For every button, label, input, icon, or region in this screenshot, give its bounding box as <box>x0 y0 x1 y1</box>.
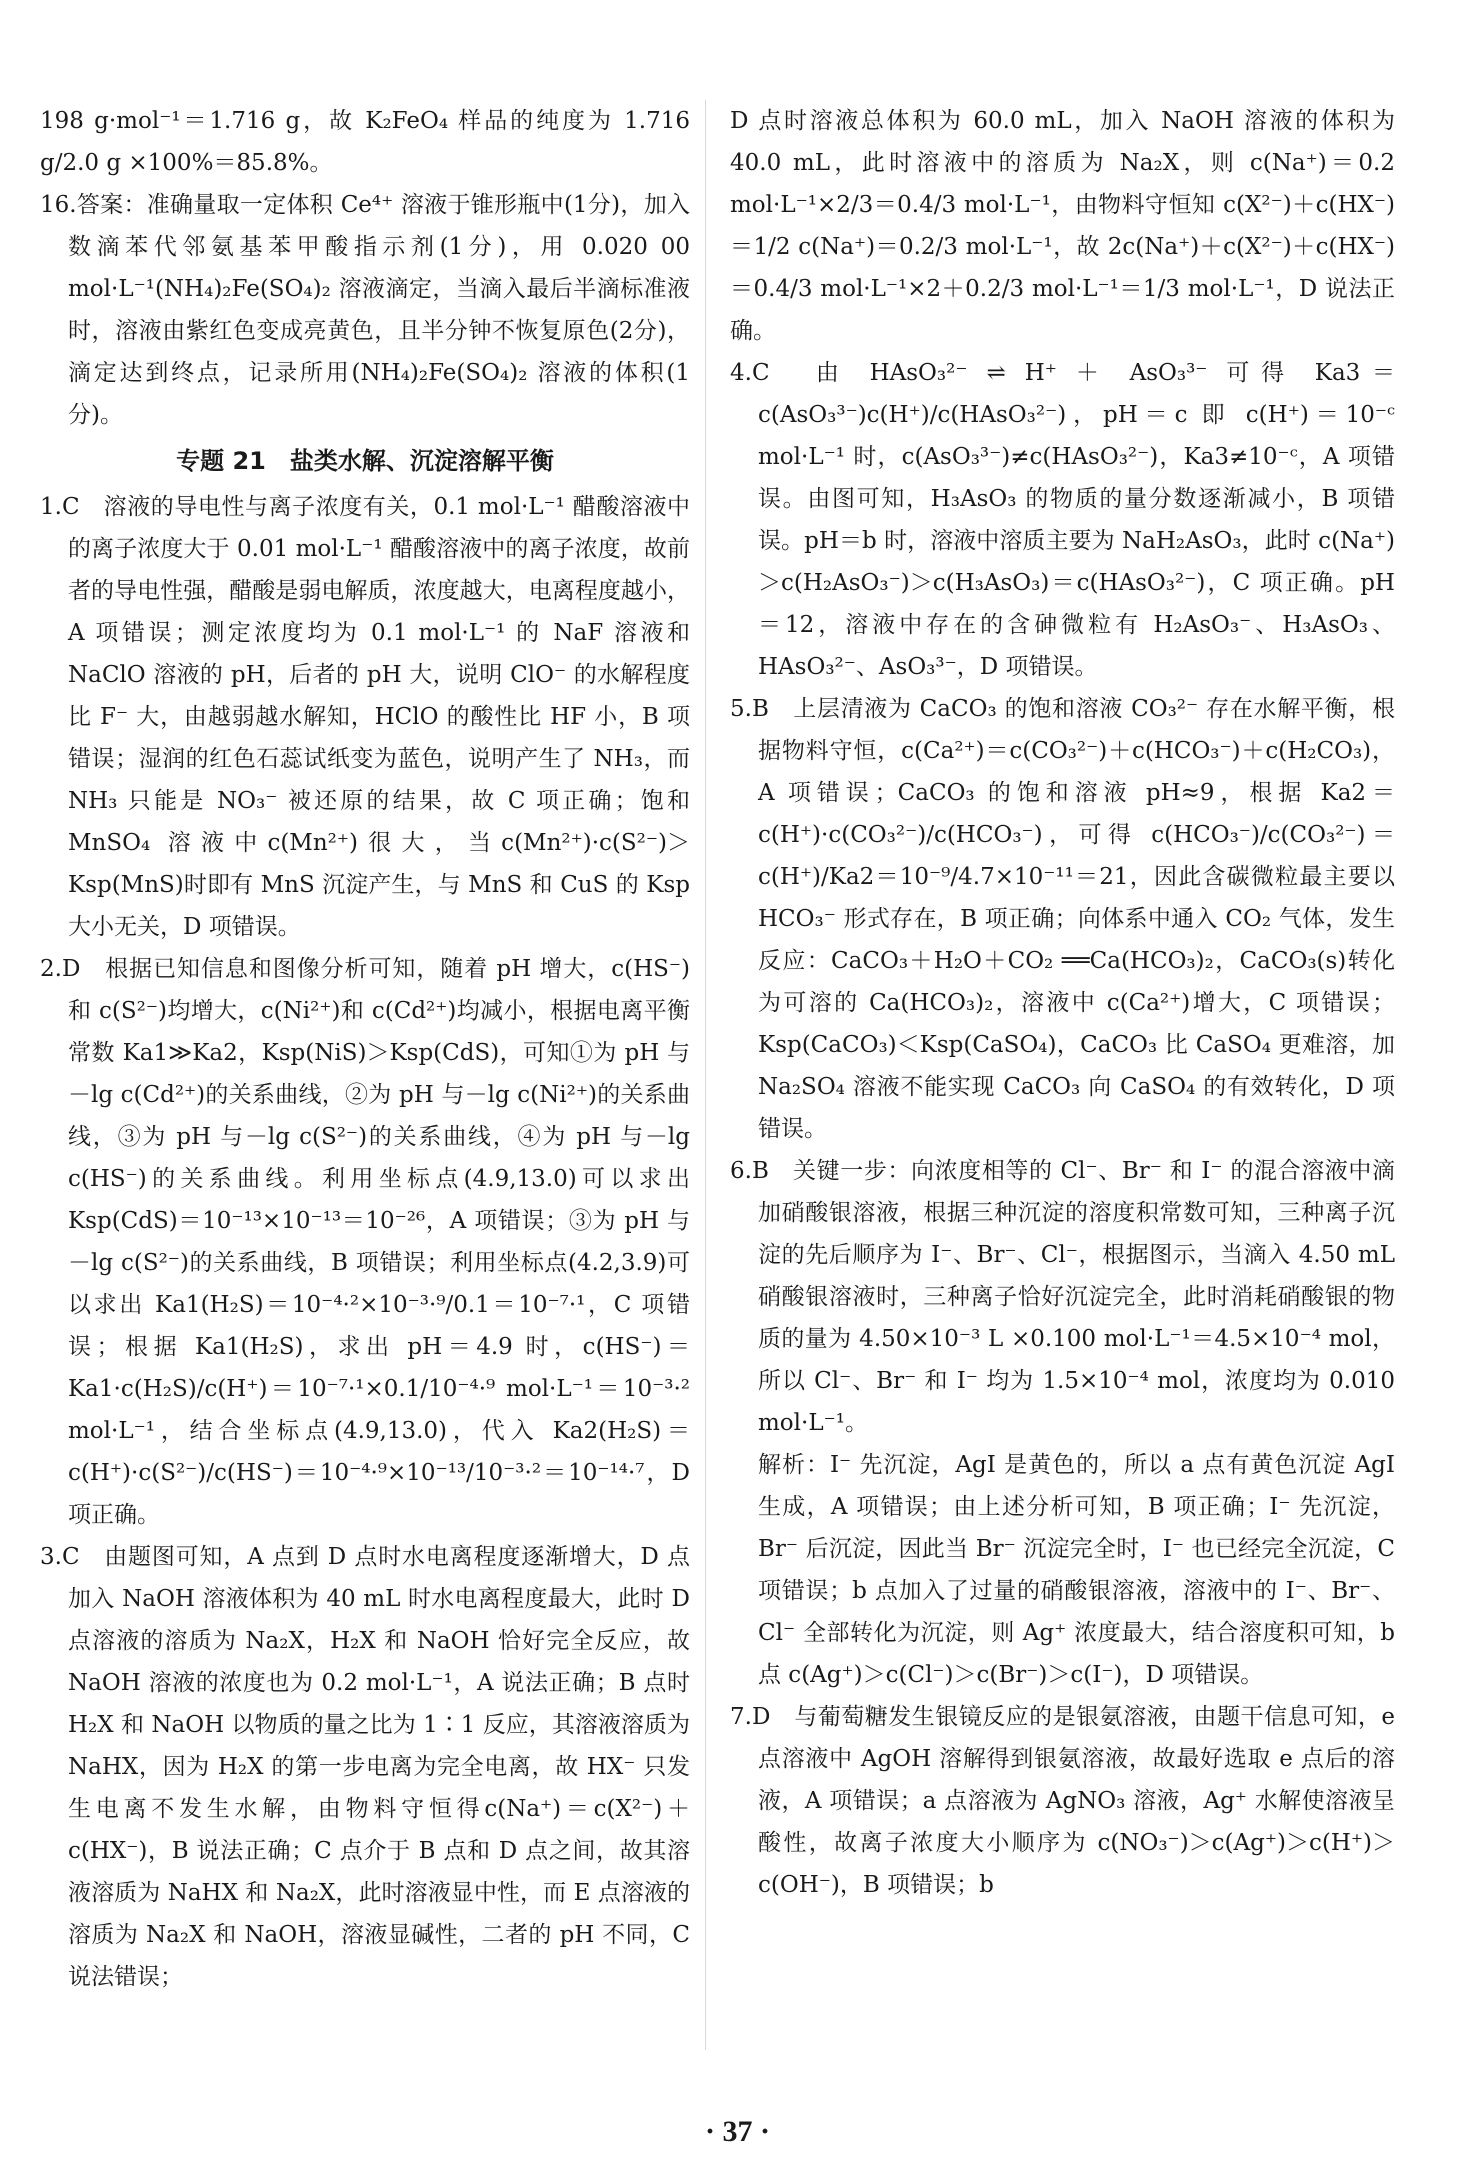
answer-1: 1.C 溶液的导电性与离子浓度有关，0.1 mol·L⁻¹ 醋酸溶液中的离子浓度大于 0.01 mol·L⁻¹ 醋酸溶液中的离子浓度，故前者的导电性强，醋酸是弱电解质，浓度越大，电离程度越小，A 项错误；测定浓度均为 0.1 mol·L⁻¹ 的 NaF 溶液和 NaClO 溶液的 pH，后者的 pH 大，说明 ClO⁻ 的水解程度比 F⁻ 大，由越弱越水解知，HClO 的酸性比 HF 小，B 项错误；湿润的红色石蕊试纸变为蓝色，说明产生了 NH₃，而 NH₃ 只能是 NO₃⁻ 被还原的结果，故 C 项正确；饱和 MnSO₄ 溶液中c(Mn²⁺)很大，当c(Mn²⁺)·c(S²⁻)＞Ksp(MnS)时即有 MnS 沉淀产生，与 MnS 和 CuS 的 Ksp 大小无关，D 项错误。 <box>40 494 690 940</box>
left-column <box>40 100 690 1998</box>
paragraph-15-end: 198 g·mol⁻¹＝1.716 g，故 K₂FeO₄ 样品的纯度为 1.716 g/2.0 g ×100%＝85.8%。 <box>40 108 690 176</box>
right-column <box>730 100 1395 1906</box>
answer-6: 6.B 关键一步：向浓度相等的 Cl⁻、Br⁻ 和 I⁻ 的混合溶液中滴加硝酸银溶液，根据三种沉淀的溶度积常数可知，三种离子沉淀的先后顺序为 I⁻、Br⁻、Cl⁻，根据图示，当滴入 4.50 mL 硝酸银溶液时，三种离子恰好沉淀完全，此时消耗硝酸银的物质的量为 4.50×10⁻³ L ×0.100 mol·L⁻¹＝4.5×10⁻⁴ mol，所以 Cl⁻、Br⁻ 和 I⁻ 均为 1.5×10⁻⁴ mol，浓度均为 0.010 mol·L⁻¹。 <box>730 1158 1395 1436</box>
column-divider <box>705 100 706 2050</box>
answer-6-analysis: 解析：I⁻ 先沉淀，AgI 是黄色的，所以 a 点有黄色沉淀 AgI 生成，A 项错误；由上述分析可知，B 项正确；I⁻ 先沉淀，Br⁻ 后沉淀，因此当 Br⁻ 沉淀完全时，I⁻ 也已经完全沉淀，C 项错误；b 点加入了过量的硝酸银溶液，溶液中的 I⁻、Br⁻、Cl⁻ 全部转化为沉淀，则 Ag⁺ 浓度最大，结合溶度积可知，b 点 c(Ag⁺)＞c(Cl⁻)＞c(Br⁻)＞c(I⁻)，D 项错误。 <box>758 1452 1395 1688</box>
section-heading: 专题 21 盐类水解、沉淀溶解平衡 <box>176 447 554 475</box>
answer-7: 7.D 与葡萄糖发生银镜反应的是银氨溶液，由题干信息可知，e 点溶液中 AgOH 溶解得到银氨溶液，故最好选取 e 点后的溶液，A 项错误；a 点溶液为 AgNO₃ 溶液，Ag⁺ 水解使溶液呈酸性，故离子浓度大小顺序为 c(NO₃⁻)＞c(Ag⁺)＞c(H⁺)＞c(OH⁻)，B 项错误；b <box>730 1704 1395 1898</box>
answer-4: 4.C 由 HAsO₃²⁻ ⇌ H⁺ ＋ AsO₃³⁻ 可得 Ka3＝c(AsO₃³⁻)c(H⁺)/c(HAsO₃²⁻)，pH＝c 即 c(H⁺)＝10⁻ᶜ mol·L⁻¹ 时，c(AsO₃³⁻)≠c(HAsO₃²⁻)，Ka3≠10⁻ᶜ，A 项错误。由图可知，H₃AsO₃ 的物质的量分数逐渐减小，B 项错误。pH＝b 时，溶液中溶质主要为 NaH₂AsO₃，此时 c(Na⁺)＞c(H₂AsO₃⁻)＞c(H₃AsO₃)＝c(HAsO₃²⁻)，C 项正确。pH＝12，溶液中存在的含砷微粒有 H₂AsO₃⁻、H₃AsO₃、HAsO₃²⁻、AsO₃³⁻，D 项错误。 <box>730 360 1395 680</box>
answer-3: 3.C 由题图可知，A 点到 D 点时水电离程度逐渐增大，D 点加入 NaOH 溶液体积为 40 mL 时水电离程度最大，此时 D 点溶液的溶质为 Na₂X，H₂X 和 NaOH 恰好完全反应，故 NaOH 溶液的浓度也为 0.2 mol·L⁻¹，A 说法正确；B 点时 H₂X 和 NaOH 以物质的量之比为 1∶1 反应，其溶液溶质为 NaHX，因为 H₂X 的第一步电离为完全电离，故 HX⁻ 只发生电离不发生水解，由物料守恒得c(Na⁺)＝c(X²⁻)＋c(HX⁻)，B 说法正确；C 点介于 B 点和 D 点之间，故其溶液溶质为 NaHX 和 Na₂X，此时溶液显中性，而 E 点溶液的溶质为 Na₂X 和 NaOH，溶液显碱性，二者的 pH 不同，C 说法错误； <box>40 1544 690 1990</box>
answer-5: 5.B 上层清液为 CaCO₃ 的饱和溶液 CO₃²⁻ 存在水解平衡，根据物料守恒，c(Ca²⁺)＝c(CO₃²⁻)＋c(HCO₃⁻)＋c(H₂CO₃)，A 项错误；CaCO₃ 的饱和溶液 pH≈9，根据 Ka2＝c(H⁺)·c(CO₃²⁻)/c(HCO₃⁻)，可得 c(HCO₃⁻)/c(CO₃²⁻)＝c(H⁺)/Ka2＝10⁻⁹/4.7×10⁻¹¹＝21，因此含碳微粒最主要以 HCO₃⁻ 形式存在，B 项正确；向体系中通入 CO₂ 气体，发生反应：CaCO₃＋H₂O＋CO₂ ══Ca(HCO₃)₂，CaCO₃(s)转化为可溶的 Ca(HCO₃)₂，溶液中 c(Ca²⁺)增大，C 项错误；Ksp(CaCO₃)＜Ksp(CaSO₄)，CaCO₃ 比 CaSO₄ 更难溶，加 Na₂SO₄ 溶液不能实现 CaCO₃ 向 CaSO₄ 的有效转化，D 项错误。 <box>730 696 1395 1142</box>
page-number: · 37 · <box>704 2115 770 2148</box>
answer-2: 2.D 根据已知信息和图像分析可知，随着 pH 增大，c(HS⁻)和 c(S²⁻)均增大，c(Ni²⁺)和 c(Cd²⁺)均减小，根据电离平衡常数 Ka1≫Ka2，Ksp(NiS)＞Ksp(CdS)，可知①为 pH 与－lg c(Cd²⁺)的关系曲线，②为 pH 与－lg c(Ni²⁺)的关系曲线，③为 pH 与－lg c(S²⁻)的关系曲线，④为 pH 与－lg c(HS⁻)的关系曲线。利用坐标点(4.9,13.0)可以求出 Ksp(CdS)＝10⁻¹³×10⁻¹³＝10⁻²⁶，A 项错误；③为 pH 与－lg c(S²⁻)的关系曲线，B 项错误；利用坐标点(4.2,3.9)可以求出 Ka1(H₂S)＝10⁻⁴·²×10⁻³·⁹/0.1＝10⁻⁷·¹，C 项错误；根据 Ka1(H₂S)，求出 pH＝4.9 时，c(HS⁻)＝Ka1·c(H₂S)/c(H⁺)＝10⁻⁷·¹×0.1/10⁻⁴·⁹ mol·L⁻¹＝10⁻³·² mol·L⁻¹，结合坐标点(4.9,13.0)，代入 Ka2(H₂S)＝c(H⁺)·c(S²⁻)/c(HS⁻)＝10⁻⁴·⁹×10⁻¹³/10⁻³·²＝10⁻¹⁴·⁷，D 项正确。 <box>40 956 690 1528</box>
answer-3-continued: D 点时溶液总体积为 60.0 mL，加入 NaOH 溶液的体积为 40.0 mL，此时溶液中的溶质为 Na₂X，则 c(Na⁺)＝0.2 mol·L⁻¹×2/3＝0.4/3 mol·L⁻¹，由物料守恒知 c(X²⁻)＋c(HX⁻)＝1/2 c(Na⁺)＝0.2/3 mol·L⁻¹，故 2c(Na⁺)＋c(X²⁻)＋c(HX⁻)＝0.4/3 mol·L⁻¹×2＋0.2/3 mol·L⁻¹＝1/3 mol·L⁻¹，D 说法正确。 <box>730 108 1395 344</box>
answer-16: 16.答案：准确量取一定体积 Ce⁴⁺ 溶液于锥形瓶中(1分)，加入数滴苯代邻氨基苯甲酸指示剂(1分)，用 0.020 00 mol·L⁻¹(NH₄)₂Fe(SO₄)₂ 溶液滴定，当滴入最后半滴标准液时，溶液由紫红色变成亮黄色，且半分钟不恢复原色(2分)，滴定达到终点，记录所用(NH₄)₂Fe(SO₄)₂ 溶液的体积(1分)。 <box>40 192 690 428</box>
